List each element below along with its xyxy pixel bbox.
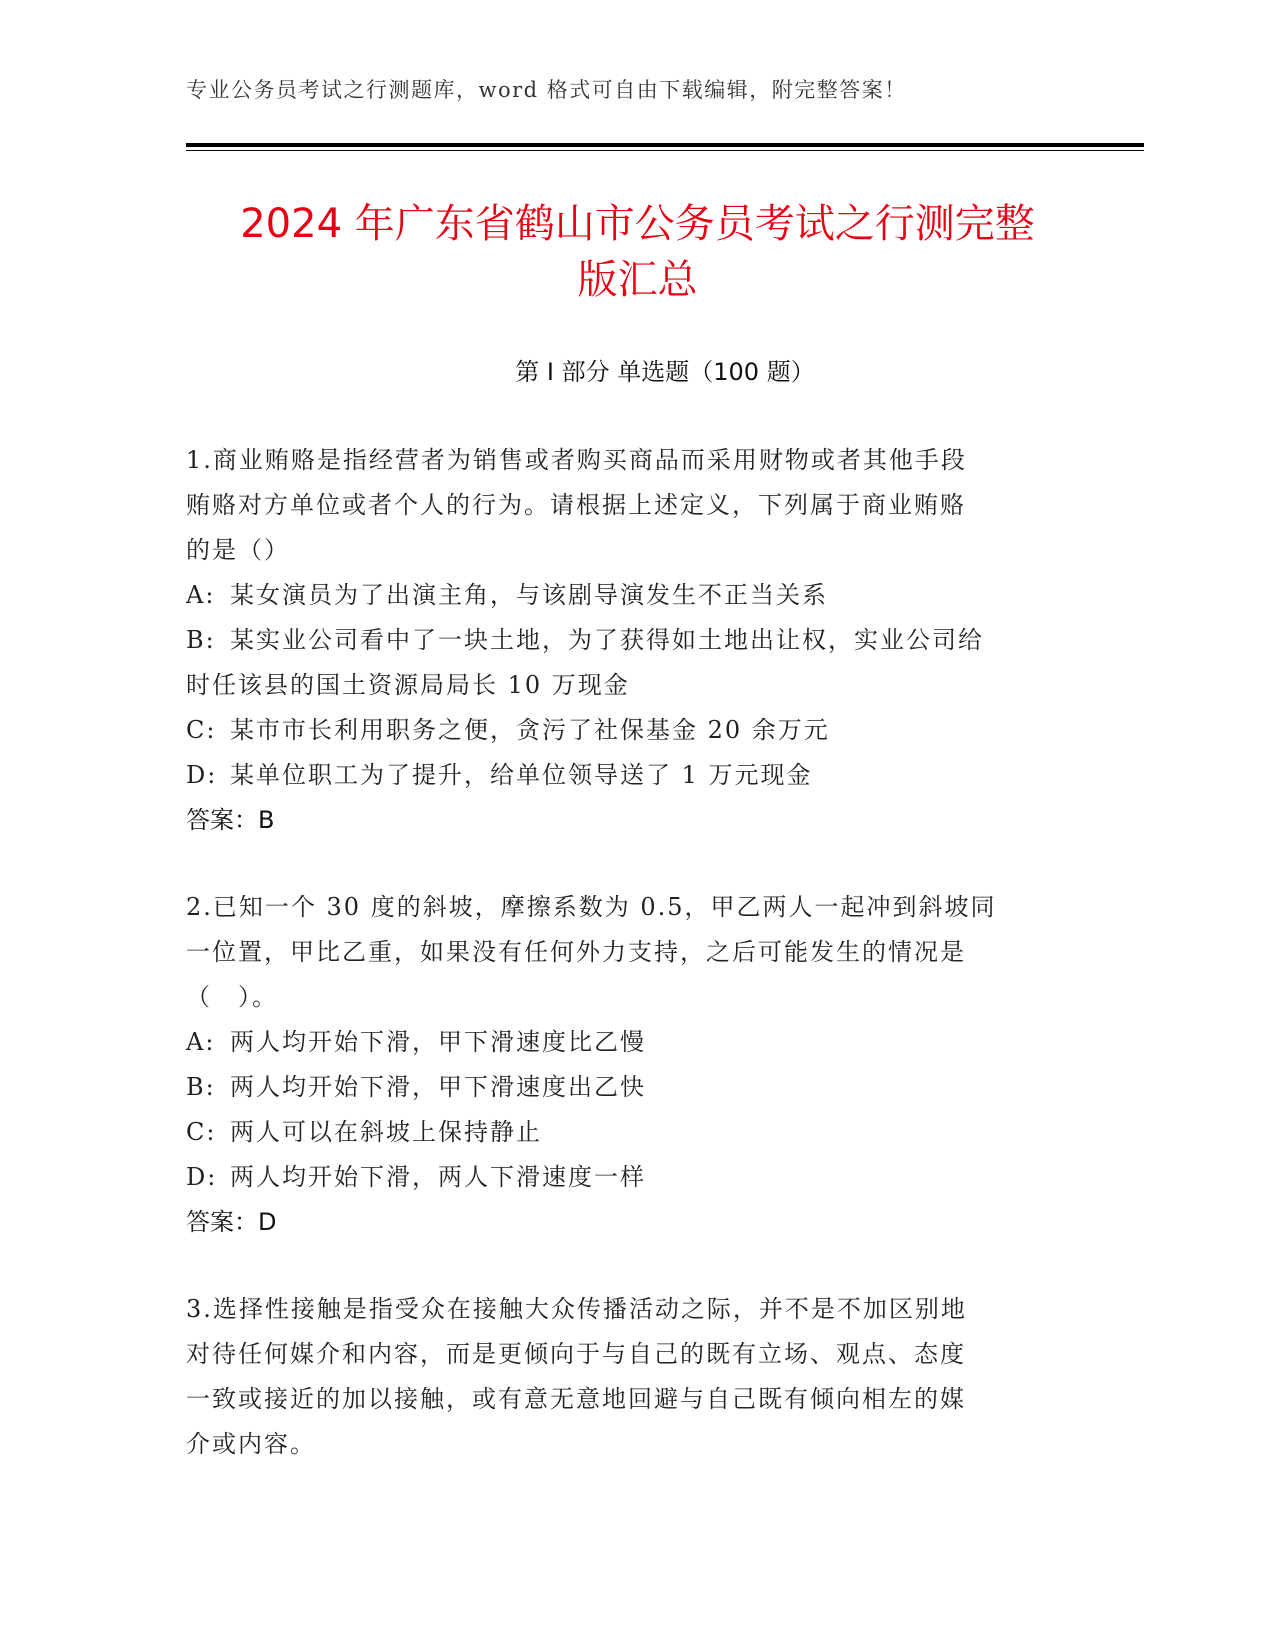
option-b xyxy=(186,618,1066,663)
answer-line: 答案：B xyxy=(186,806,275,834)
option-text: 两人均开始下滑，两人下滑速度一样 xyxy=(230,1163,646,1191)
question-list xyxy=(186,438,1066,1509)
option-d xyxy=(186,753,1066,798)
question-stem-line: 介或内容。 xyxy=(186,1430,316,1458)
answer-line: 答案：D xyxy=(186,1208,277,1236)
question-2 xyxy=(186,885,1066,1245)
option-key: A: xyxy=(186,1028,216,1056)
document-title-line: 版汇总 xyxy=(577,257,698,303)
option-key: C: xyxy=(186,1118,217,1146)
option-text: 两人均开始下滑，甲下滑速度出乙快 xyxy=(230,1073,646,1101)
question-stem-line: 对待任何媒介和内容，而是更倾向于与自己的既有立场、观点、态度 xyxy=(186,1340,966,1368)
option-b xyxy=(186,1065,1066,1110)
option-text: 两人均开始下滑，甲下滑速度比乙慢 xyxy=(230,1028,646,1056)
option-c xyxy=(186,708,1066,753)
header-rule-thin xyxy=(186,150,1144,151)
option-key: D: xyxy=(186,1163,218,1191)
option-text: 某实业公司看中了一块土地，为了获得如土地出让权，实业公司给 xyxy=(230,626,984,654)
option-text: 某市市长利用职务之便，贪污了社保基金 20 余万元 xyxy=(230,716,830,744)
section-title: 第 I 部分 单选题（100 题） xyxy=(515,358,815,386)
option-key: B: xyxy=(186,1073,216,1101)
question-stem-line: （ ）。 xyxy=(186,983,278,1011)
question-1 xyxy=(186,438,1066,843)
option-text-continuation: 时任该县的国土资源局局长 10 万现金 xyxy=(186,671,630,699)
option-c xyxy=(186,1110,1066,1155)
question-3 xyxy=(186,1287,1066,1467)
option-text: 两人可以在斜坡上保持静止 xyxy=(230,1118,542,1146)
option-text: 某单位职工为了提升，给单位领导送了 1 万元现金 xyxy=(230,761,813,789)
header-rule-thick xyxy=(186,143,1144,147)
question-stem-line: 一致或接近的加以接触，或有意无意地回避与自己既有倾向相左的媒 xyxy=(186,1385,966,1413)
document-title xyxy=(150,196,1125,308)
question-stem-line: 一位置，甲比乙重，如果没有任何外力支持，之后可能发生的情况是 xyxy=(186,938,966,966)
option-a xyxy=(186,1020,1066,1065)
question-stem-line: 的是（） xyxy=(186,536,290,564)
option-key: D: xyxy=(186,761,218,789)
question-stem-line: 贿赂对方单位或者个人的行为。请根据上述定义，下列属于商业贿赂 xyxy=(186,491,966,519)
question-stem-line: 2.已知一个 30 度的斜坡，摩擦系数为 0.5，甲乙两人一起冲到斜坡同 xyxy=(186,893,997,921)
question-stem-line: 1.商业贿赂是指经营者为销售或者购买商品而采用财物或者其他手段 xyxy=(186,446,967,474)
option-text: 某女演员为了出演主角，与该剧导演发生不正当关系 xyxy=(230,581,828,609)
document-title-line: 2024 年广东省鹤山市公务员考试之行测完整 xyxy=(240,201,1035,247)
option-key: A: xyxy=(186,581,216,609)
option-d xyxy=(186,1155,1066,1200)
question-stem-line: 3.选择性接触是指受众在接触大众传播活动之际，并不是不加区别地 xyxy=(186,1295,967,1323)
option-key: C: xyxy=(186,716,217,744)
header-note: 专业公务员考试之行测题库，word 格式可自由下载编辑，附完整答案！ xyxy=(186,78,907,102)
option-a xyxy=(186,573,1066,618)
option-key: B: xyxy=(186,626,216,654)
